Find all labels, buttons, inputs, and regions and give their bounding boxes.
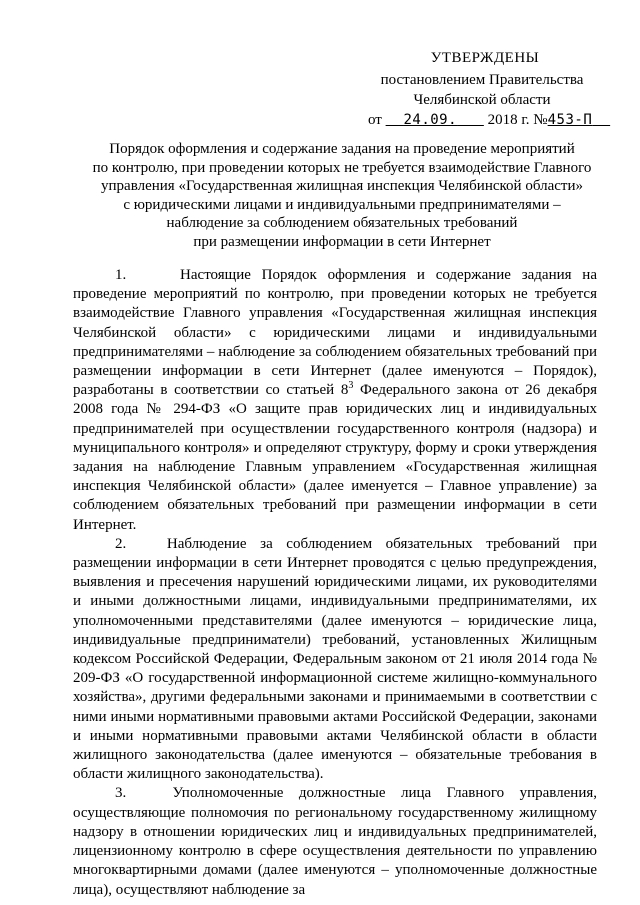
date-prefix: от	[368, 112, 382, 128]
approval-block	[362, 48, 602, 130]
document-number: 453-П	[547, 112, 593, 128]
paragraph-2: 2. Наблюдение за соблюдением обязательных требований при размещении информации в сети Интернет проводятся с целью предупреждения, выявления и пресечения нарушений юридическими лицами, их руководителями и иными должностными лицами, индивидуальными предпринимателями, их уполномоченными представителями (далее именуются – юридические лица, индивидуальные предприниматели) требований, установленных Жилищным кодексом Российской Федерации, Федеральным законом от 21 июля 2014 года № 209-ФЗ «О государственной информационной системе жилищно-коммунального хозяйства», другими федеральными законами и принимаемыми в соответствии с ними иными нормативными правовыми актами Российской Федерации, законами и иными нормативными правовыми актами Челябинской области в области жилищного законодательства (далее именуются – обязательные требования в области жилищного законодательства).	[73, 535, 597, 783]
title-line: по контролю, при проведении которых не требуется взаимодействие Главного	[92, 159, 592, 176]
paragraph-3: 3. Уполномоченные должностные лица Главного управления, осуществляющие полномочия по региональному государственному жилищному надзору в отношении юридических лиц и индивидуальных предпринимателей, лицензионному контролю в сфере осуществления деятельности по управлению многоквартирными домами (далее именуются – уполномоченные должностные лица), осуществляют наблюдение за	[73, 785, 597, 898]
title-line: управления «Государственная жилищная инспекция Челябинской области»	[101, 178, 583, 194]
approval-line-1: постановлением Правительства	[380, 72, 584, 88]
article-superscript: 3	[348, 380, 354, 392]
approval-line-2: Челябинской области	[413, 92, 551, 108]
title-line: при размещении информации в сети Интернет	[193, 233, 491, 250]
document-body	[73, 266, 597, 900]
document-title	[74, 140, 610, 251]
paragraph-1: 1. Настоящие Порядок оформления и содержание задания на проведение мероприятий по контролю, при проведении которых не требуется взаимодействие Главного управления «Государственная жилищная инспекция Челябинской области» с юридическими лицами и индивидуальными предпринимателями – наблюдение за соблюдением обязательных требований при размещении информации в сети Интернет (далее именуются – Порядок), разработаны в соответствии со статьей $8^3$ Федерального закона от 26 декабря 2008 года № 294-ФЗ «О защите прав юридических лиц и индивидуальных предпринимателей при осуществлении государственного контроля (надзора) и муниципального контроля» и определяют структуру, форму и сроки утверждения задания на наблюдение Главным управлением «Государственная жилищная инспекция Челябинской области» (далее именуется – Главное управление) за соблюдением обязательных требований при размещении информации в сети Интернет.	[73, 267, 598, 533]
title-line: Порядок оформления и содержание задания на проведение мероприятий	[109, 141, 575, 157]
approval-title: УТВЕРЖДЕНЫ	[430, 50, 540, 66]
approval-date-line	[368, 110, 602, 130]
year-text: 2018 г. №	[487, 112, 548, 128]
title-line: с юридическими лицами и индивидуальными предпринимателями –	[123, 196, 561, 213]
title-line: наблюдение за соблюдением обязательных требований	[166, 215, 518, 231]
date-value: 24.09.	[403, 112, 458, 128]
